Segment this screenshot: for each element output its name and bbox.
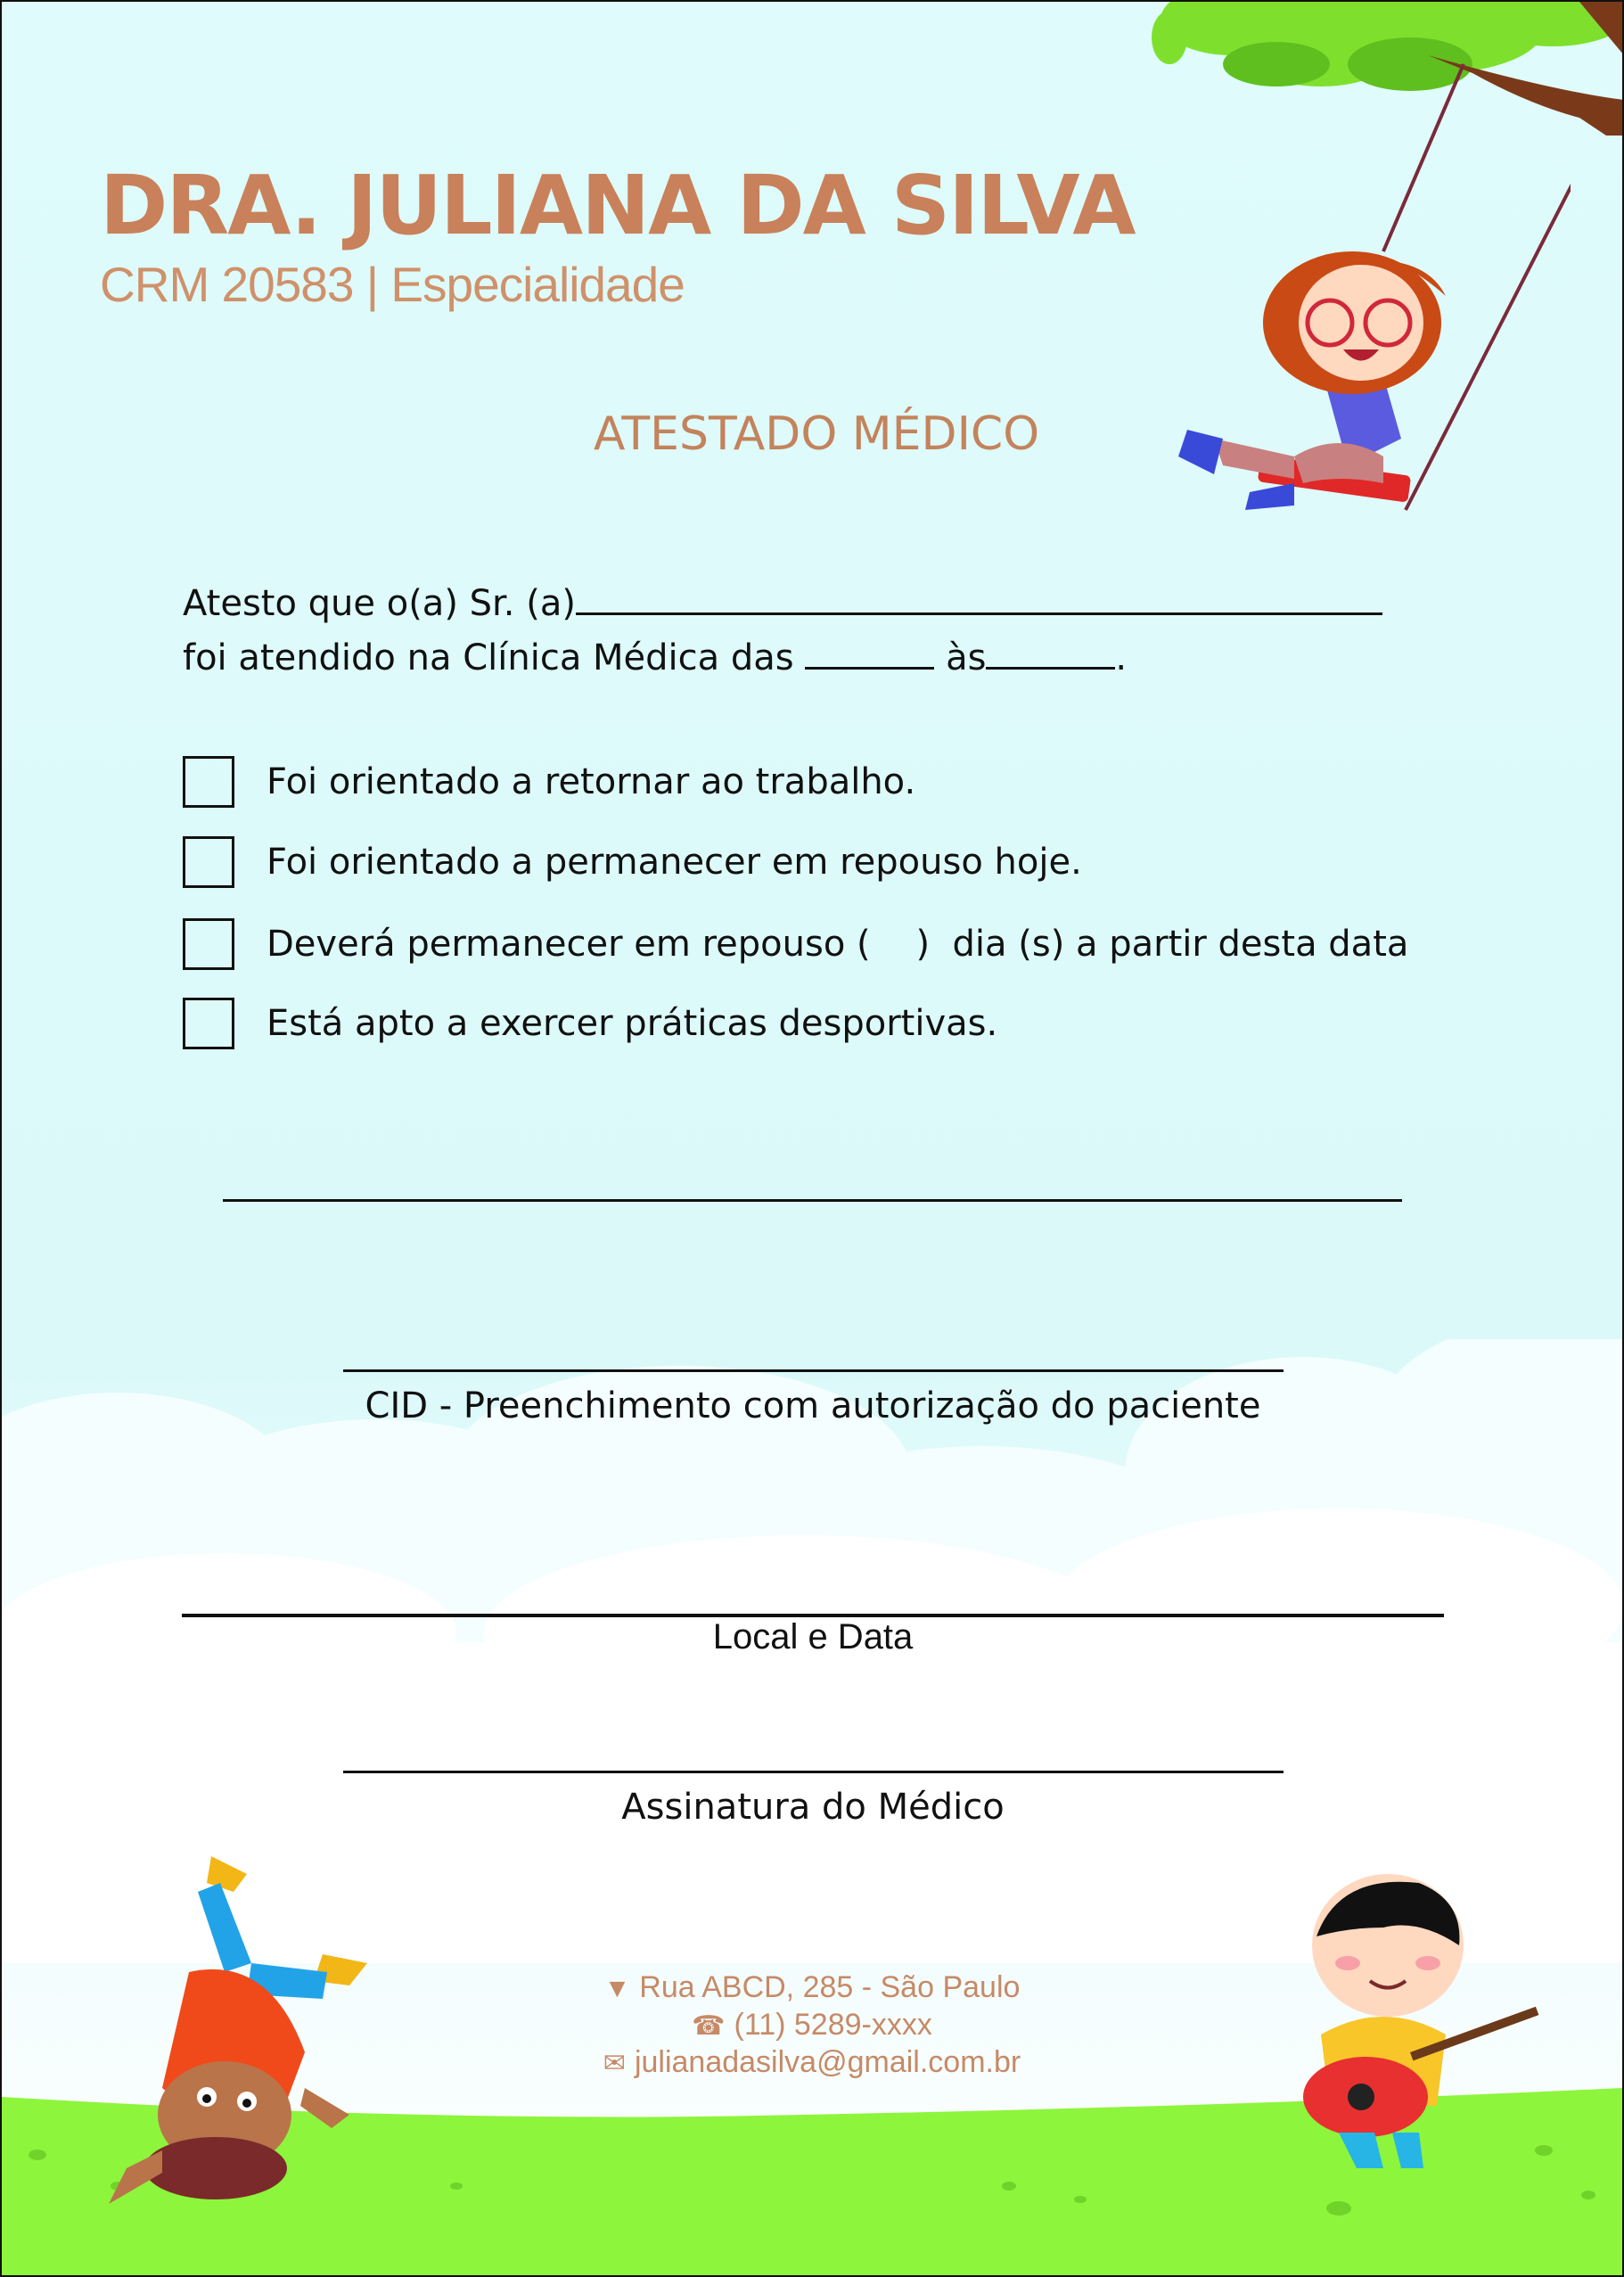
- checkbox[interactable]: [183, 756, 234, 808]
- time-separator: às: [946, 637, 987, 678]
- signature-line[interactable]: [343, 1771, 1284, 1773]
- checklist-item[interactable]: [183, 753, 915, 810]
- statement-line-2: [183, 631, 1127, 678]
- checkbox[interactable]: [183, 998, 234, 1049]
- girl-on-swing-illustration: [1161, 37, 1571, 537]
- phone-text: (11) 5289-xxxx: [734, 2008, 932, 2042]
- contact-address: [2, 1970, 1622, 2005]
- doctor-credentials: CRM 20583 | Especialidade: [100, 257, 685, 312]
- line-end: .: [1115, 637, 1128, 678]
- email-text[interactable]: julianadasilva@gmail.com.br: [634, 2045, 1021, 2079]
- end-time-blank[interactable]: [986, 631, 1115, 670]
- signature-caption: Assinatura do Médico: [621, 1787, 1005, 1828]
- patient-label: Atesto que o(a) Sr. (a): [183, 583, 576, 624]
- address-text: Rua ABCD, 285 - São Paulo: [639, 1970, 1021, 2004]
- envelope-icon: ✉: [603, 2049, 626, 2078]
- checklist-label: Deverá permanecer em repouso ( ) dia (s) a partir desta data: [267, 924, 1409, 965]
- checklist-label: Está apto a exercer práticas desportivas.: [267, 1003, 998, 1044]
- statement-line-1: [183, 577, 1382, 624]
- start-time-blank[interactable]: [805, 631, 934, 670]
- contact-email: [2, 2045, 1622, 2080]
- clinic-hours-label: foi atendido na Clínica Médica das: [183, 637, 794, 678]
- checklist-label: Foi orientado a retornar ao trabalho.: [267, 761, 916, 802]
- contact-phone: [2, 2008, 1622, 2043]
- local-date-caption: Local e Data: [712, 1617, 914, 1656]
- checklist-item[interactable]: [183, 995, 997, 1052]
- cid-line[interactable]: [343, 1369, 1284, 1372]
- checklist-item[interactable]: [183, 834, 1082, 891]
- location-pin-icon: ▼: [603, 1974, 631, 2003]
- checklist-label: Foi orientado a permanecer em repouso hoje.: [267, 842, 1082, 883]
- doctor-name: DRA. JULIANA DA SILVA: [100, 158, 1135, 253]
- document-title-text: ATESTADO MÉDICO: [593, 407, 1040, 461]
- checkbox[interactable]: [183, 836, 234, 888]
- cid-caption: CID - Preenchimento com autorização do paciente: [365, 1385, 1261, 1426]
- checkbox[interactable]: [183, 918, 234, 970]
- checklist-item[interactable]: [183, 916, 1408, 973]
- phone-icon: ☎: [692, 2011, 726, 2041]
- document-title: [2, 407, 1622, 461]
- patient-name-blank[interactable]: [576, 577, 1382, 615]
- notes-line[interactable]: [223, 1199, 1402, 1202]
